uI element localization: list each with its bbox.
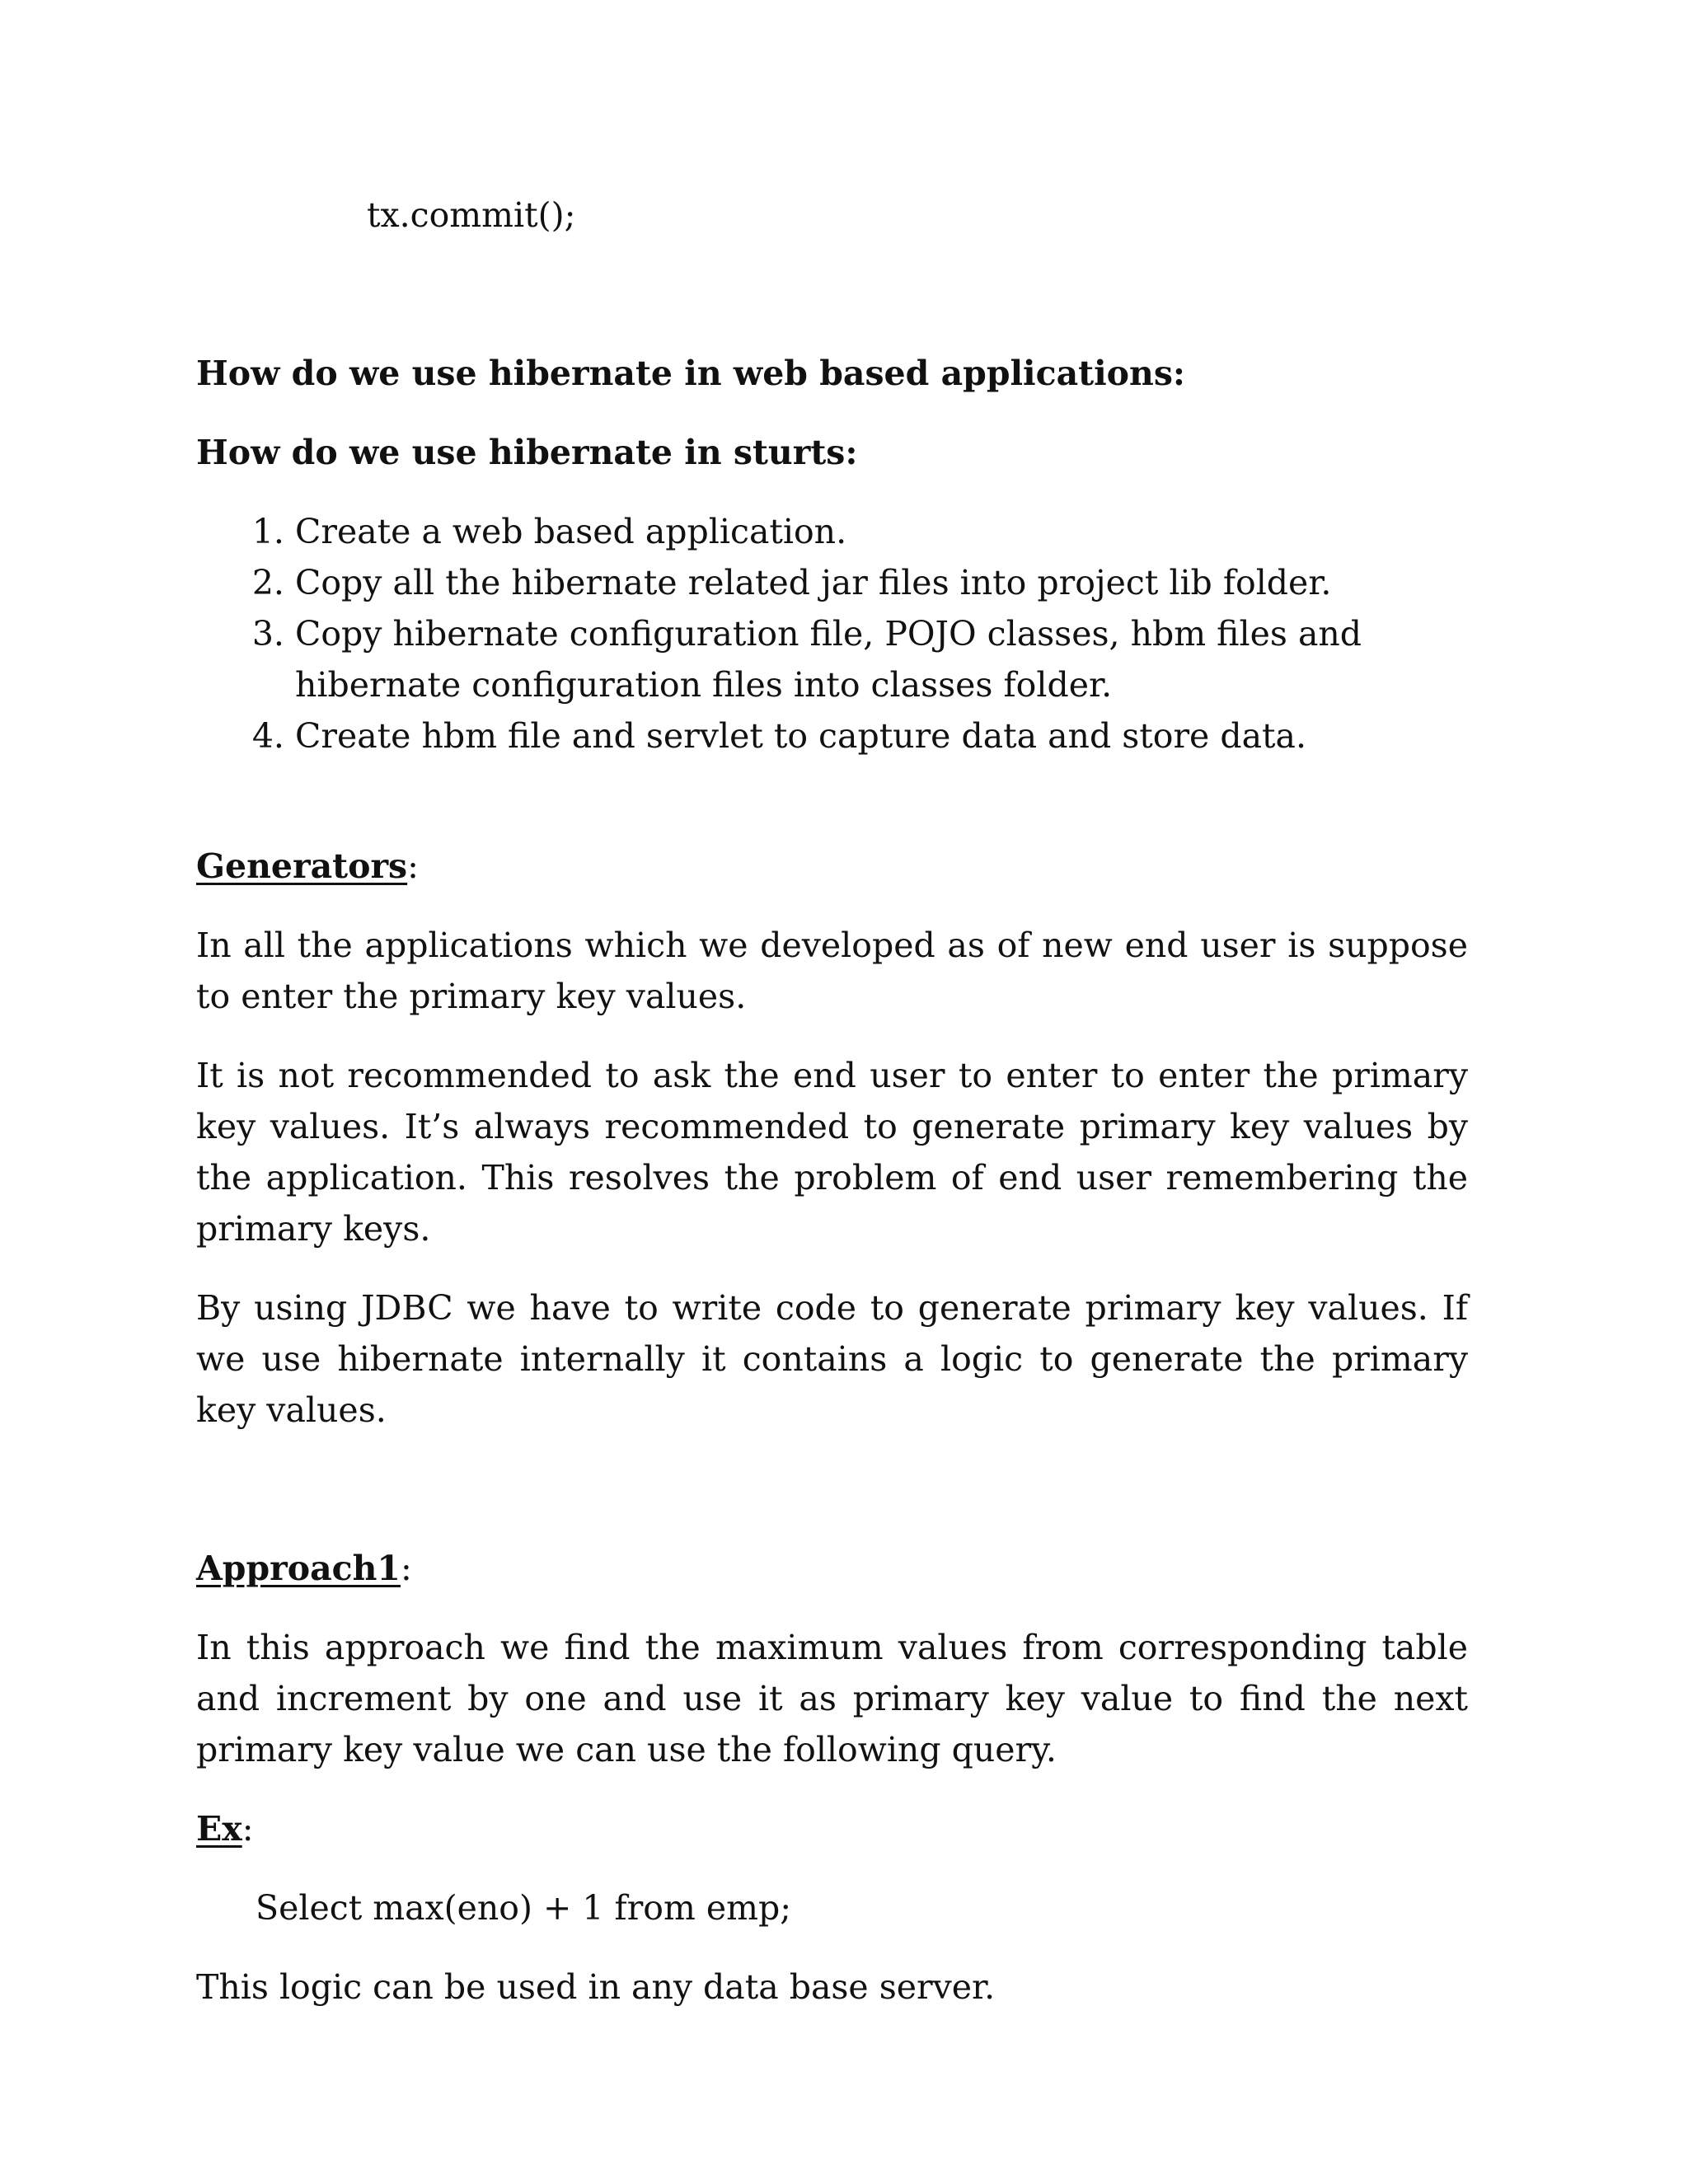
approach1-title: Approach1 [196,1549,401,1588]
section-title-generators [196,841,1468,892]
section-title-approach1 [196,1543,1468,1594]
list-item: 4. Create hbm file and servlet to capture data and store data. [295,710,1468,762]
page-content [196,190,1468,2013]
closing-paragraph: This logic can be used in any data base server. [196,1967,996,2007]
ex-colon: : [241,1809,254,1849]
steps-list [196,506,1468,762]
ex-title: Ex [196,1809,242,1849]
paragraph: It is not recommended to ask the end user to enter to enter the primary key values. It’s always recommended to generate primary key values by the application. This resolves the problem of end user remembering the primary keys. [196,1056,1468,1249]
heading-struts: How do we use hibernate in sturts: [196,433,858,472]
approach1-colon: : [400,1549,412,1588]
sql-query: Select max(eno) + 1 from emp; [256,1888,792,1928]
generators-colon: : [407,846,419,886]
paragraph: In all the applications which we developed as of new end user is suppose to enter the primary key values. [196,926,1468,1016]
paragraph: By using JDBC we have to write code to generate primary key values. If we use hibernate internally it contains a logic to generate the primary key values. [196,1288,1468,1430]
code-line: tx.commit(); [367,195,576,235]
heading-web-apps: How do we use hibernate in web based applications: [196,354,1186,393]
list-item: 1. Create a web based application. [295,506,1468,557]
generators-title: Generators [196,846,408,886]
paragraph: In this approach we find the maximum values from corresponding table and increment by one and use it as primary key value to find the next primary key value we can use the following query. [196,1628,1468,1769]
list-item: 2. Copy all the hibernate related jar files into project lib folder. [295,557,1468,608]
list-item: 3. Copy hibernate configuration file, POJO classes, hbm files and hibernate configuration files into classes folder. [295,608,1468,710]
example-label [196,1803,1468,1854]
